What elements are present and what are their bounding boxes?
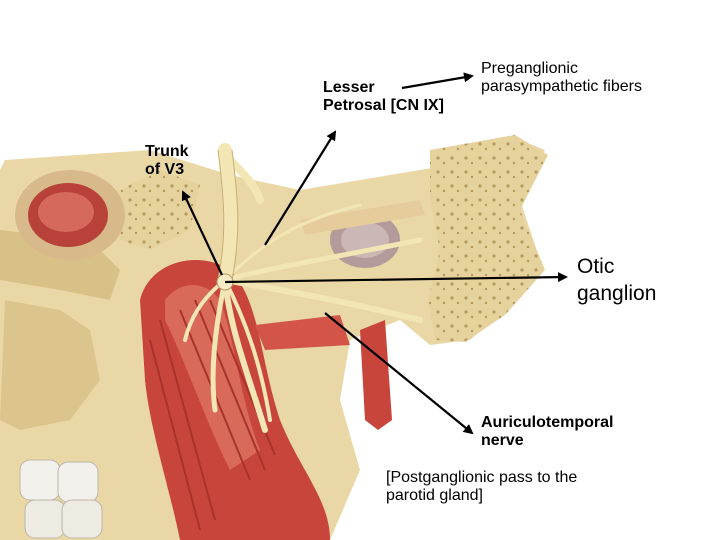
label-preganglionic-line2: parasympathetic fibers bbox=[481, 78, 642, 96]
label-postgang-line2: parotid gland] bbox=[386, 487, 483, 505]
label-lesser-petrosal-line2: Petrosal [CN IX] bbox=[323, 97, 444, 115]
teeth bbox=[20, 460, 102, 538]
label-postgang-line1: [Postganglionic pass to the bbox=[386, 469, 578, 486]
label-lesser-petrosal bbox=[323, 79, 444, 116]
label-trunk-v3 bbox=[145, 143, 189, 180]
label-trunk-line2: of V3 bbox=[145, 161, 185, 179]
label-auriculo-line1: Auriculotemporal bbox=[481, 414, 614, 431]
label-lesser-petrosal-line1: Lesser bbox=[323, 79, 375, 96]
label-otic-line1: Otic bbox=[577, 255, 615, 278]
label-auriculo-line2: nerve bbox=[481, 432, 524, 450]
label-trunk-line1: Trunk bbox=[145, 143, 189, 160]
label-preganglionic bbox=[481, 60, 642, 97]
label-auriculotemporal bbox=[481, 414, 613, 451]
label-otic-line2: ganglion bbox=[577, 282, 657, 306]
label-postganglionic bbox=[386, 469, 577, 506]
label-otic-ganglion bbox=[577, 253, 656, 308]
label-preganglionic-line1: Preganglionic bbox=[481, 60, 578, 77]
bony-socket bbox=[15, 170, 125, 260]
